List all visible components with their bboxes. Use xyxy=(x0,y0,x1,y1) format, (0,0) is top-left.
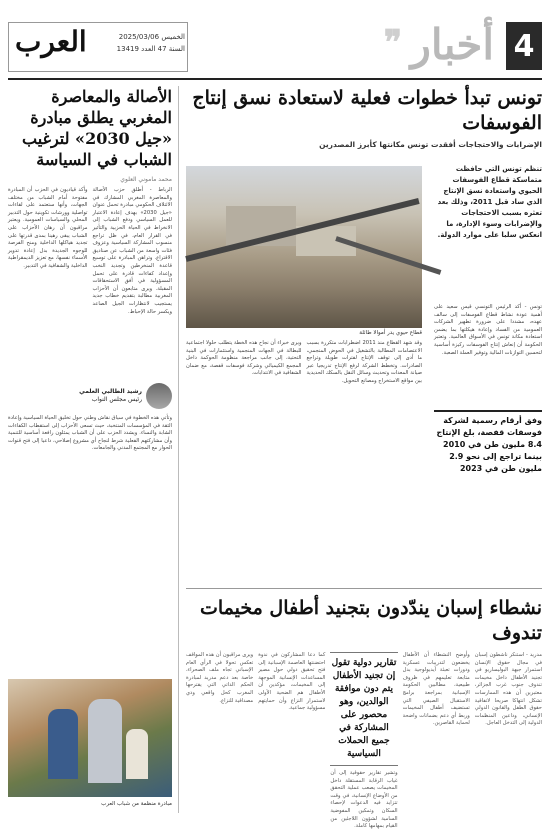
author-name: رشيد الطالبي العلمي xyxy=(79,388,142,395)
author-block xyxy=(8,383,172,409)
main-article-lede: تنظم تونس التي حافظت متماسكة قطاع الفوسفات الحيوي واستعادة نسق الإنتاج الذي ساد قبل 2011، وذلك بعد تعثره بسبب الاحتجاجات والإضرابات وسوء الإدارة، ما انعكس سلبا على موارد الدولة. xyxy=(437,165,542,239)
second-body-col-4: كما دعا المشاركون في ندوة احتضنتها العاصمة الإسبانية إلى فتح تحقيق دولي حول مصير المساعدات الإنسانية الموجهة إلى المخيمات، مؤكدين أن الأطفال هم الضحية الأولى لاستمرار النزاع وأن حمايتهم مسؤولية جماعية. xyxy=(258,652,326,712)
left-article-byline: محمد ماموني العلوي xyxy=(120,176,172,183)
author-caption: رئيس مجلس النواب xyxy=(91,396,142,403)
main-sidebar xyxy=(434,304,542,475)
left-article xyxy=(8,86,172,813)
second-body-col-2: وأوضح النشطاء أن الأطفال يخضعون لتدريبات عسكرية ودورات تعبئة أيديولوجية بدل متابعة تعليمهم في ظروف طبيعية، مطالبين الحكومة الإسبانية بمراجعة برامج الاستقبال الصيفي التي تستضيف أطفال المخيمات وربط أي دعم بضمانات واضحة لحماية القاصرين. xyxy=(402,652,470,727)
second-article-title: نشطاء إسبان يندّدون بتجنيد أطفال مخيمات تندوف xyxy=(199,597,542,644)
main-article-subtitle: الإضرابات والاحتجاجات أفقدت تونس مكانتها كأبرز المصدرين xyxy=(319,140,542,149)
main-area xyxy=(185,86,542,830)
left-body-col-2: وأكد قياديون في الحزب أن المبادرة مفتوحة أمام الشباب من مختلف الجهات، وأنها ستعتمد على لقاءات تواصلية وورشات تكوينية حول التدبير المحلي والسياسات العمومية. ويعتبر مراقبون أن رهان الأحزاب على الشباب يبقى رهينا بمدى قدرتها على تجديد هياكلها الداخلية ومنح الفرصة للوجوه الجديدة بدل إعادة تدوير الأسماء نفسها، مع تعزيز الديمقراطية الداخلية والشفافية في التدبير. xyxy=(8,187,88,269)
main-article-title: تونس تبدأ خطوات فعلية لاستعادة نسق إنتاج الفوسفات xyxy=(192,87,542,134)
page-header xyxy=(8,18,542,74)
left-body-col-3: وتأتي هذه الخطوة في سياق نقاش وطني حول تخليق الحياة السياسية وإعادة الثقة في المؤسسات المنتخبة، حيث تسعى الأحزاب إلى استقطاب الكفاءات الشابة والنساء. ويشدد الحزب على أن الشباب يمثلون رافعة أساسية للتنمية وأن مشاركتهم الفعلية شرط لنجاح أي مشروع إصلاحي، داعيا إلى فتح قنوات الحوار مع المجتمع المدني والجامعات. xyxy=(8,415,172,452)
main-quote-box: وفق أرقام رسمية لشركة فوسفات قفصة، بلغ الإنتاج 8.4 مليون طن في 2010 بينما تراجع إلى نحو 2.9 مليون طن في 2023 xyxy=(434,410,542,475)
left-article-body xyxy=(8,187,172,377)
second-body-col-5: ويرى مراقبون أن هذه المواقف تعكس تحولا في الرأي العام الإسباني تجاه ملف الصحراء، خاصة بعد دعم مدريد لمبادرة الحكم الذاتي التي يقترحها المغرب كحل واقعي وذي مصداقية للنزاع. xyxy=(185,652,254,704)
left-photo-caption: مبادرة منظمة من شباب العرب xyxy=(101,801,172,807)
second-pull-quote: تقارير دولية تقول إن تجنيد الأطفال يتم دون موافقة الوالدين، وهو محصور على المشاركة في جميع الحملات السياسية xyxy=(330,652,397,766)
page-number: 4 xyxy=(506,22,542,70)
second-body-col-1: مدريد - استنكر ناشطون إسبان في مجال حقوق الإنسان استمرار جبهة البوليساريو في تجنيد الأطفال داخل مخيمات تندوف جنوب غرب الجزائر، معتبرين أن هذه الممارسات تشكل انتهاكا صريحا لاتفاقية حقوق الطفل والقانون الدولي الإنساني، وداعين المنظمات الدولية إلى التدخل العاجل. xyxy=(474,652,542,727)
second-article-body xyxy=(185,652,542,830)
article-divider xyxy=(186,588,542,589)
issue-info xyxy=(105,31,185,55)
left-body-col-1: الرباط - أطلق حزب الأصالة والمعاصرة المغربي المشارك في الائتلاف الحكومي مبادرة تحمل عنوان «جيل 2030» بهدف إعادة الاعتبار للعمل السياسي ودفع الشباب إلى الانخراط في الحياة الحزبية والتأثير في القرار العام، في ظل تراجع منسوب المشاركة السياسية وعزوف فئات واسعة من الشباب عن صناديق الاقتراع. وتراهن المبادرة على توسيع قاعدة المنخرطين وتجديد النخب وإعداد كفاءات قادرة على تحمل المسؤولية في أفق الاستحقاقات المقبلة. ويرى متابعون أن الأحزاب المغربية مطالبة بتقديم خطاب جديد يستجيب لانتظارات الجيل الصاعد ويكسر حالة الإحباط. xyxy=(92,187,172,315)
main-article-body xyxy=(186,340,422,584)
masthead xyxy=(8,22,188,72)
quote-mark-icon: ❞ xyxy=(383,23,402,63)
main-body-col-1: تونس - أكد الرئيس التونسي قيس سعيد على أهمية عودة نشاط قطاع الفوسفات إلى سالف عهده، مشددا على ضرورة تطهير الشركات العمومية من الفساد وإعادة هيكلتها بما يضمن استعادة مكانة تونس في الأسواق العالمية. وتعتبر الحكومة أن إنعاش إنتاج الفوسفات ركيزة أساسية لتحسين التوازنات المالية وتوفير العملة الصعبة. xyxy=(434,304,542,356)
author-photo xyxy=(146,383,172,409)
main-body-col-3: ويرى خبراء أن نجاح هذه الخطة يتطلب حلولا اجتماعية للبطالة في الجهات المنجمية واستثمارات في البنية التحتية، إلى جانب مراجعة منظومة الحوكمة داخل المجمع الكيميائي وشركة فوسفات قفصة، مع ضمان الشفافية في الانتدابات. xyxy=(186,340,302,377)
second-body-col-3: وتشير تقارير حقوقية إلى أن غياب الرقابة المستقلة داخل المخيمات يصعب عملية التحقق من الأوضاع الإنسانية، في وقت تتزايد فيه الدعوات لإحصاء السكان وتمكين المفوضية السامية لشؤون اللاجئين من القيام بمهامها كاملة. xyxy=(330,770,398,830)
left-article-title: الأصالة والمعاصرة المغربي يطلق مبادرة «جيل 2030» لترغيب الشباب في السياسة xyxy=(22,87,172,169)
column-divider xyxy=(178,86,179,813)
header-rule xyxy=(8,78,542,80)
phosphate-mine-photo xyxy=(186,166,422,328)
issue-date: الخميس 2025/03/06 xyxy=(118,33,185,41)
section-title: أخبار xyxy=(410,20,494,69)
main-body-col-2: وقد شهد القطاع منذ 2011 اضطرابات متكررة بسبب الاعتصامات المطالبة بالتشغيل في الحوض المنجمي، ما أدى إلى توقف الإنتاج لفترات طويلة وتراجع الصادرات. وتخطط الشركة لرفع الإنتاج تدريجيا عبر صيانة المعدات وتحديث وسائل النقل بالسكك الحديدية بين مواقع الاستخراج ومصانع التحويل. xyxy=(306,340,422,384)
main-photo-caption: قطاع حيوي يدر أموالا طائلة xyxy=(359,330,422,336)
newspaper-logo: العرب xyxy=(15,25,87,58)
left-article-photo xyxy=(8,679,172,797)
issue-number: السنة 47 العدد 13419 xyxy=(116,45,185,53)
